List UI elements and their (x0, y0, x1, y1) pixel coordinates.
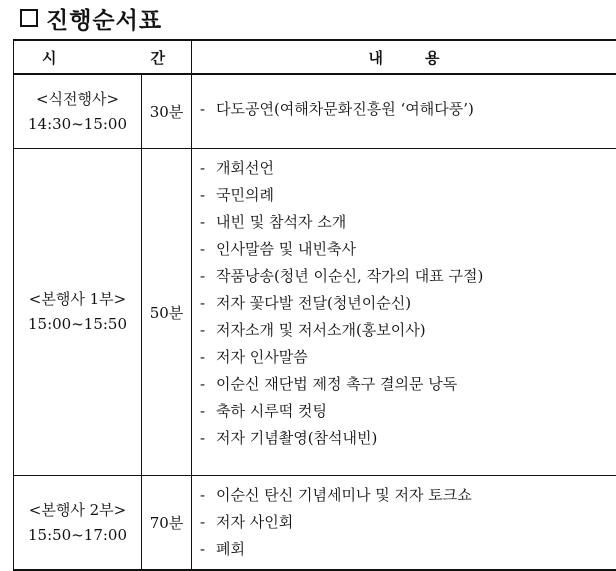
bullet-dash: - (200, 344, 216, 371)
time-header-char-2: 간 (151, 47, 166, 68)
items-cell (192, 476, 616, 571)
duration-cell: 30분 (142, 74, 192, 149)
session-time-cell (14, 476, 142, 571)
title-text: 진행순서표 (46, 2, 162, 35)
session-name: <식전행사> (14, 87, 141, 112)
header-row (14, 40, 616, 74)
page-title (20, 2, 162, 34)
bullet-dash: - (200, 182, 216, 209)
bullet-dash: - (200, 536, 216, 563)
item-text: 저자소개 및 저서소개(홍보이사) (216, 321, 426, 339)
bullet-dash: - (200, 317, 216, 344)
list-item (200, 209, 616, 236)
table-row (14, 74, 616, 149)
session-time: 15:00~15:50 (14, 312, 141, 337)
item-text: 다도공연(여해차문화진흥원 ‘여해다풍’) (216, 100, 474, 118)
list-item (200, 317, 616, 344)
list-item (200, 425, 616, 452)
list-item (200, 371, 616, 398)
list-item (200, 263, 616, 290)
session-time-cell (14, 149, 142, 476)
session-time-cell (14, 74, 142, 149)
session-time: 15:50~17:00 (14, 523, 141, 548)
time-header (14, 40, 192, 74)
item-text: 작품낭송(청년 이순신, 작가의 대표 구절) (216, 267, 483, 285)
item-text: 폐회 (216, 540, 245, 558)
bullet-dash: - (200, 398, 216, 425)
list-item (200, 398, 616, 425)
items-cell (192, 74, 616, 149)
item-text: 축하 시루떡 컷팅 (216, 402, 327, 420)
bullet-dash: - (200, 509, 216, 536)
duration-cell: 50분 (142, 149, 192, 476)
list-item (200, 236, 616, 263)
items-cell (192, 149, 616, 476)
list-item (200, 290, 616, 317)
item-text: 국민의례 (216, 186, 274, 204)
content-header-char-2: 용 (425, 47, 440, 68)
content-header-char-1: 내 (369, 47, 384, 68)
item-text: 저자 사인회 (216, 513, 293, 531)
item-text: 저자 인사말씀 (216, 348, 308, 366)
bullet-dash: - (200, 290, 216, 317)
bullet-dash: - (200, 263, 216, 290)
list-item (200, 96, 616, 123)
session-time: 14:30~15:00 (14, 112, 141, 137)
session-name: <본행사 1부> (14, 287, 141, 312)
checkbox-square-icon (20, 9, 38, 27)
list-item (200, 482, 616, 509)
list-item (200, 182, 616, 209)
item-text: 저자 기념촬영(참석내빈) (216, 429, 377, 447)
bullet-dash: - (200, 482, 216, 509)
time-header-char-1: 시 (42, 47, 57, 68)
bullet-dash: - (200, 371, 216, 398)
bullet-dash: - (200, 425, 216, 452)
item-text: 저자 꽃다발 전달(청년이순신) (216, 294, 411, 312)
session-name: <본행사 2부> (14, 498, 141, 523)
table-row (14, 476, 616, 571)
content-header (192, 40, 616, 74)
bullet-dash: - (200, 236, 216, 263)
list-item (200, 536, 616, 563)
item-text: 인사말씀 및 내빈축사 (216, 240, 356, 258)
bullet-dash: - (200, 155, 216, 182)
schedule-table (13, 39, 616, 571)
list-item (200, 344, 616, 371)
duration-cell: 70분 (142, 476, 192, 571)
item-text: 이순신 재단법 제정 촉구 결의문 낭독 (216, 375, 457, 393)
list-item (200, 509, 616, 536)
item-text: 내빈 및 참석자 소개 (216, 213, 346, 231)
item-text: 이순신 탄신 기념세미나 및 저자 토크쇼 (216, 486, 472, 504)
table-row (14, 149, 616, 476)
list-item (200, 155, 616, 182)
bullet-dash: - (200, 96, 216, 123)
item-text: 개회선언 (216, 159, 274, 177)
bullet-dash: - (200, 209, 216, 236)
